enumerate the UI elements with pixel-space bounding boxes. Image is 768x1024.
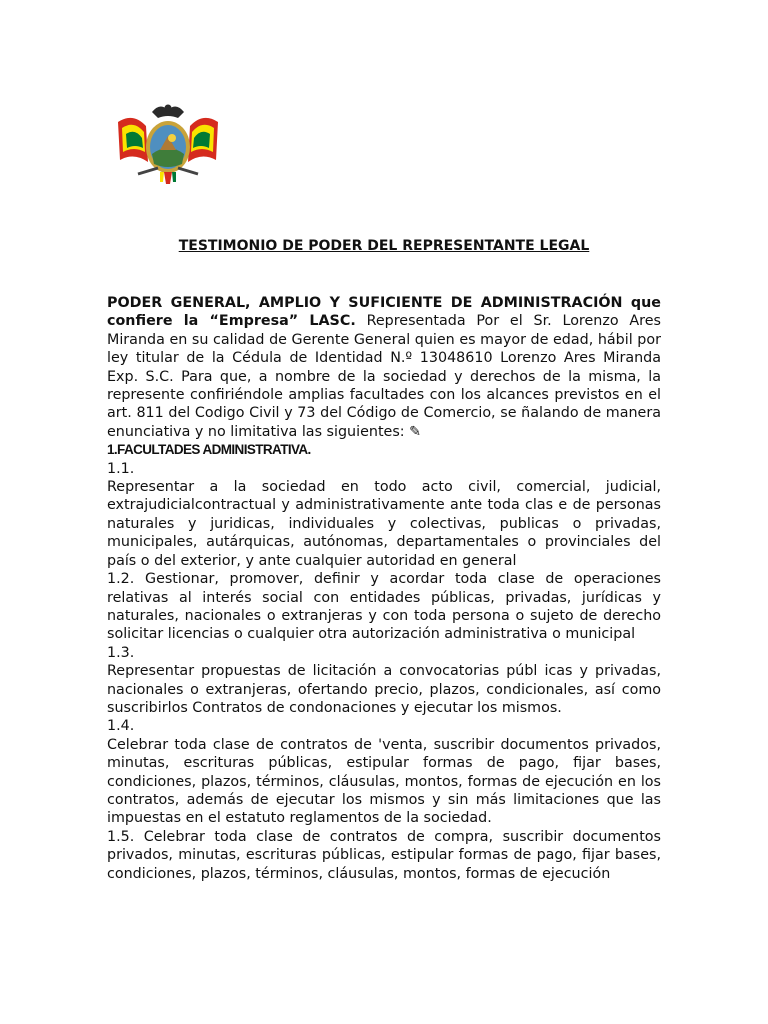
coat-of-arms-icon xyxy=(108,92,228,188)
item-number: 1.2. xyxy=(107,571,135,588)
item-text: Gestionar, promover, definir y acordar toda clase de operaciones relativas al interés social con entidades públicas, privadas, jurídicas y naturales, nacionales o extranjeras y con toda persona o sujeto de derecho solicitar licencias o cualquier otra autorización administrativa o municipal xyxy=(107,571,661,643)
list-item xyxy=(107,570,661,644)
item-text: Celebrar toda clase de contratos de compra, suscribir documentos privados, minutas, escrituras públicas, estipular formas de pago, fijar bases, condiciones, plazos, términos, cláusulas, montos, formas de ejecución xyxy=(107,828,661,882)
document-body xyxy=(107,294,661,883)
intro-bold-text: PODER GENERAL, AMPLIO Y SUFICIENTE DE ADMINISTRACIÓN que confiere la “Empresa” LASC. xyxy=(107,295,661,330)
item-number: 1.4. xyxy=(107,718,135,735)
item-number: 1.3. xyxy=(107,644,135,661)
section-heading: 1.FACULTADES ADMINISTRATIVA. xyxy=(107,442,311,458)
list-item xyxy=(107,828,661,883)
pen-icon: ✎ xyxy=(409,423,422,440)
document-title: TESTIMONIO DE PODER DEL REPRESENTANTE LEGAL xyxy=(178,238,590,254)
intro-paragraph xyxy=(107,294,661,441)
item-text: Representar propuestas de licitación a convocatorias públ icas y privadas, nacionales o extranjeras, ofertando precio, plazos, condicionales, así como suscribirlos Contratos de condonaciones y ejecutar los mismos. xyxy=(107,663,661,716)
item-number: 1.5. xyxy=(107,828,135,845)
item-text: Celebrar toda clase de contratos de 'venta, suscribir documentos privados, minutas, escrituras públicas, estipular formas de pago, fijar bases, condiciones, plazos, términos, cláusulas, montos, formas de ejecución en los contratos, además de ejecutar los mismos y sin más limitaciones que las impuestas en el estatuto reglamentos de la sociedad. xyxy=(107,736,661,827)
intro-text: Representada Por el Sr. Lorenzo Ares Miranda en su calidad de Gerente General quien es mayor de edad, hábil por ley titular de la Cédula de Identidad N.º 13048610 Lorenzo Ares Miranda Exp. S.C. Para que, a nombre de la sociedad y derechos de la misma, la represente confiriéndole amplias facultades con los alcances previstos en el art. 811 del Codigo Civil y 73 del Código de Comercio, se ñalando de manera enunciativa y no limitativa las siguientes: xyxy=(107,313,661,440)
item-text: Representar a la sociedad en todo acto civil, comercial, judicial, extrajudicialcontractual y administrativamente ante toda clas e de personas naturales y juridicas, individuales y colectivas, publicas o privadas, municipales, autárquicas, autónomas, departamentales o provinciales del país o del exterior, y ante cualquier autoridad en general xyxy=(107,479,661,569)
item-number: 1.1. xyxy=(107,460,135,477)
